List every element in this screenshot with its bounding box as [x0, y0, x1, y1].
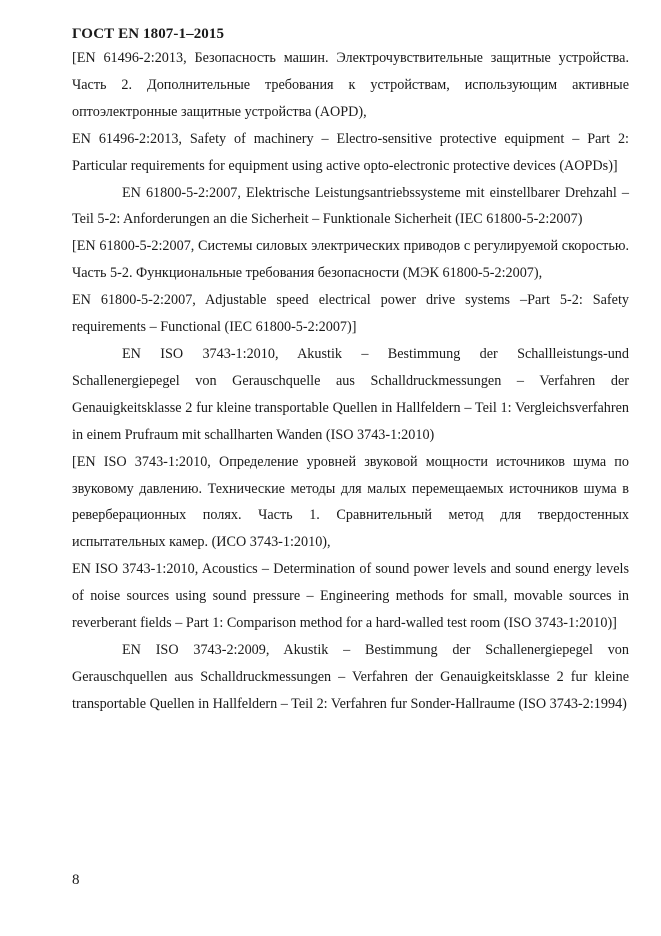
paragraph-1: [EN 61496-2:2013, Безопасность машин. Электрочувствительные защитные устройства. Часть 2. Дополнительные требования к устройствам, использующим активные оптоэлектронные защитные устройства (AOPD),: [72, 50, 629, 120]
paragraph-2: EN 61496-2:2013, Safety of machinery – Electro-sensitive protective equipment – Part 2: Particular requirements for equipment using active opto-electronic protective devices (AOPDs)]: [72, 130, 629, 174]
document-header: ГОСТ EN 1807-1–2015: [72, 26, 225, 42]
paragraph-4: [EN 61800-5-2:2007, Системы силовых электрических приводов с регулируемой скоростью. Часть 5-2. Функциональные требования безопасности (МЭК 61800-5-2:2007),: [72, 238, 629, 282]
paragraph-6: EN ISO 3743-1:2010, Akustik – Bestimmung der Schallleistungs-und Schallenergiepegel von Gerauschquelle aus Schalldruckmessungen – Verfahren der Genauigkeitsklasse 2 fur kleine transportable Quellen in Hallfeldern – Teil 1: Vergleichsverfahren in einem Prufraum mit schallharten Wanden (ISO 3743-1:2010): [72, 345, 629, 443]
paragraph-8: EN ISO 3743-1:2010, Acoustics – Determination of sound power levels and sound energy levels of noise sources using sound pressure – Engineering methods for small, movable sources in reverberant fields – Part 1: Comparison method for a hard-walled test room (ISO 3743-1:2010)]: [72, 561, 629, 632]
page-number: 8: [72, 872, 80, 888]
paragraph-7: [EN ISO 3743-1:2010, Определение уровней звуковой мощности источников шума по звуковому давлению. Технические методы для малых перемещаемых источников шума в реверберационных полях. Часть 1. Сравнительный метод для твердостенных испытательных камер. (ИСО 3743-1:2010),: [72, 453, 629, 551]
paragraph-5: EN 61800-5-2:2007, Adjustable speed electrical power drive systems –Part 5-2: Safety requirements – Functional (IEC 61800-5-2:2007)]: [72, 292, 629, 336]
paragraph-9: EN ISO 3743-2:2009, Akustik – Bestimmung der Schallenergiepegel von Gerauschquellen aus Schalldruckmessungen – Verfahren der Genauigkeitsklasse 2 fur kleine transportable Quellen in Hallfeldern – Teil 2: Verfahren fur Sonder-Hallraume (ISO 3743-2:1994): [72, 641, 629, 712]
document-body: [72, 45, 629, 718]
paragraph-3: EN 61800-5-2:2007, Elektrische Leistungsantriebssysteme mit einstellbarer Drehzahl – Teil 5-2: Anforderungen an die Sicherheit – Funktionale Sicherheit (IEC 61800-5-2:2007): [72, 184, 629, 228]
